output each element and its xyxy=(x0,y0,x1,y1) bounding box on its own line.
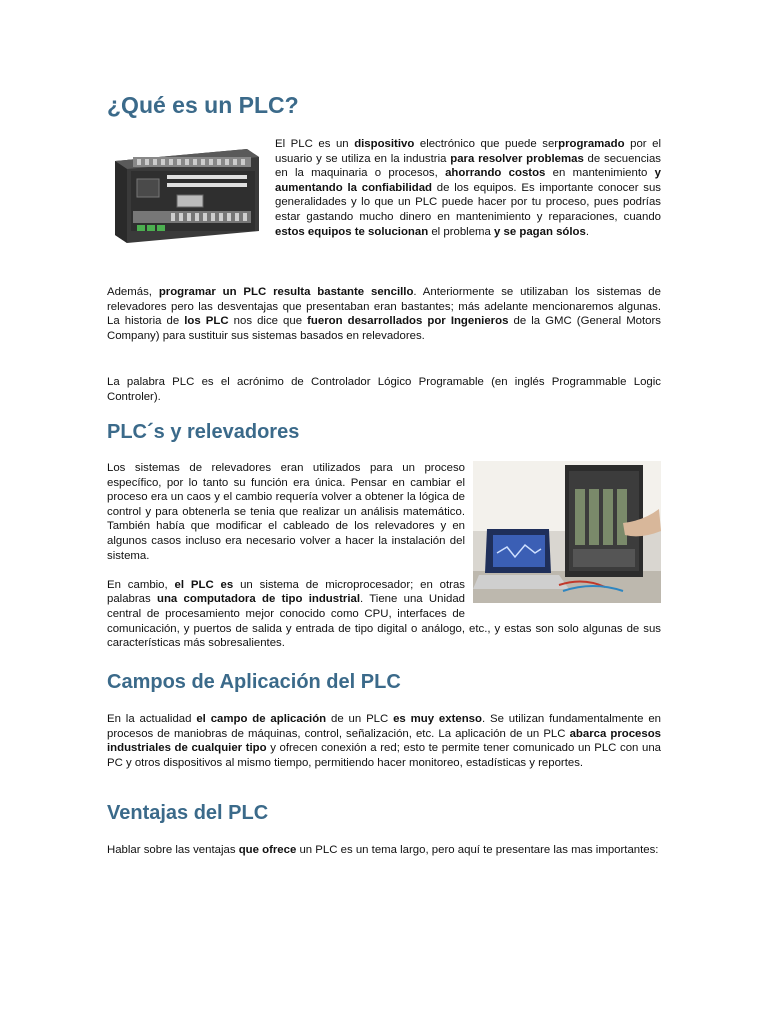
bold-phrase: los PLC xyxy=(184,315,229,328)
intro-paragraph xyxy=(275,138,661,238)
text-run: por el usuario y se utiliza en la industria xyxy=(275,138,661,165)
bold-phrase: ahorrando costos xyxy=(445,167,546,180)
text-run: electrónico que puede ser xyxy=(414,138,559,150)
text-run: de un PLC xyxy=(326,713,394,725)
paragraph-acronym xyxy=(107,375,661,404)
bold-phrase: para resolver problemas xyxy=(450,152,584,165)
text-run: un sistema de microprocesador; en otras palabras xyxy=(107,578,465,606)
relevadores-paragraph-1 xyxy=(107,462,465,562)
text-run: El PLC es un xyxy=(275,138,355,150)
heading-campos-de-aplicacion: Campos de Aplicación del PLC xyxy=(107,671,401,693)
bold-phrase: programar un PLC resulta bastante sencillo xyxy=(158,286,414,298)
text-run: . xyxy=(585,225,589,238)
text-run: Hablar sobre las ventajas xyxy=(107,844,239,856)
heading-plcs-y-relevadores: PLC´s y relevadores xyxy=(107,421,300,443)
text-run: de secuencias en la maquinaria o procesos, xyxy=(275,152,661,180)
plc-lab-photo xyxy=(473,461,661,603)
text-run: . Tiene una Unidad central de procesamiento mejor conocido como CPU, interfaces de comunicación, y puertos de salida y entrada de tipo digital o análogo, etc., y estas son solo algunas de sus características más sobresalientes. xyxy=(107,593,661,650)
bold-phrase: estos equipos te solucionan xyxy=(275,225,429,238)
text-run: un PLC es un tema largo, pero aquí te presentare las mas importantes: xyxy=(296,844,659,856)
bold-phrase: una computadora de tipo industrial xyxy=(157,593,360,606)
text-run: Además, xyxy=(107,286,159,298)
plc-device-image xyxy=(107,139,265,255)
bold-phrase: el PLC es xyxy=(174,578,234,591)
relevadores-section xyxy=(107,461,661,651)
bold-phrase: es muy extenso xyxy=(393,713,482,725)
text-run: el problema xyxy=(428,225,495,238)
bold-phrase: el campo de aplicación xyxy=(196,713,327,725)
text-run: Los sistemas de relevadores eran utilizados para un proceso específico, por lo tanto su función era única. Pensar en cambiar el proceso era un caos y el cambio requería volver a obtener la lógica de control y para obtenerla se tenia que realizar un análisis matemático. También había que modificar el cableado de los relevadores y en algunos casos incluso era necesario volver a hacer la instalación del sistema. xyxy=(107,462,465,562)
bold-phrase: y se pagan sólos xyxy=(494,225,586,238)
bold-phrase: que ofrece xyxy=(238,844,297,856)
text-run: de los equipos. Es importante conocer sus generalidades y lo que un PLC puede hacer por tu proceso, pues podrías estar gastando mucho dinero en mantenimiento y reparaciones, cuando xyxy=(275,181,661,223)
bold-phrase: abarca procesos industriales de cualquier tipo xyxy=(107,727,662,755)
text-run: en mantenimiento xyxy=(545,167,655,180)
bold-phrase: y aumentando la confiabilidad xyxy=(275,167,661,194)
text-run: En cambio, xyxy=(107,578,175,591)
text-run: En la actualidad xyxy=(107,713,197,725)
bold-phrase: fueron desarrollados por Ingenieros xyxy=(307,315,509,328)
bold-phrase: dispositivo xyxy=(354,138,415,150)
paragraph-campos xyxy=(107,712,661,770)
text-run: de la GMC (General Motors Company) para sustituir sus sistemas basados en relevadores. xyxy=(107,315,661,342)
text-run: y ofrecen conexión a red; esto te permite tener comunicado un PLC con una PC y otros dispositivos al mismo tiempo, permitiendo hacer monitoreo, estadísticas y reportes. xyxy=(107,742,661,769)
text-run: . Se utilizan fundamentalmente en procesos de maniobras de máquinas, control, señalización, etc. La aplicación de un PLC xyxy=(107,713,661,740)
bold-phrase: programado xyxy=(558,138,625,150)
heading-ventajas: Ventajas del PLC xyxy=(107,802,269,824)
paragraph-ventajas xyxy=(107,843,661,858)
page-title: ¿Qué es un PLC? xyxy=(107,92,299,118)
intro-section xyxy=(107,137,661,257)
paragraph-relevadores-history xyxy=(107,285,661,343)
text-run: La palabra PLC es el acrónimo de Controlador Lógico Programable (en inglés Programmable Logic Controler). xyxy=(107,376,661,403)
text-run: nos dice que xyxy=(228,315,308,328)
text-run: . Anteriormente se utilizaban los sistemas de relevadores pero las desventajas que presentaban eran bastantes; más adelante mencionaremos algunas. La historia de xyxy=(107,286,661,328)
